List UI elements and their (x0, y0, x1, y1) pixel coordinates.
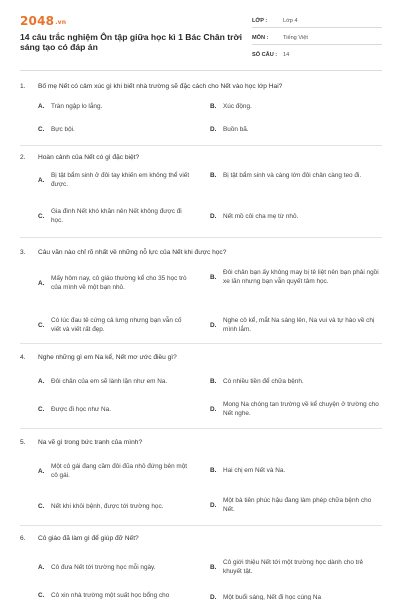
option-b[interactable] (210, 268, 382, 286)
question-stem (20, 153, 382, 162)
site-logo[interactable] (20, 14, 66, 28)
option-text: Mấy hôm nay, cô giáo thường kể cho 35 học trò của mình về một bạn nhỏ. (51, 275, 187, 291)
option-c[interactable] (38, 502, 190, 511)
option-letter: B. (210, 273, 217, 281)
option-letter: A. (38, 378, 45, 385)
option-text: Bị tật bẩm sinh ở đôi tay khiến em không thể viết được. (51, 172, 190, 188)
question-stem (20, 534, 382, 543)
question-text: Bố mẹ Nết có cảm xúc gì khi biết nhà trường sẽ đặc cách cho Nết vào học lớp Hai? (38, 83, 283, 90)
question-number: 1. (20, 83, 26, 90)
option-text: Tràn ngập lo lắng. (51, 103, 103, 110)
meta-info (252, 14, 382, 65)
option-text: Nết khi khỏi bệnh, được tới trường học. (51, 503, 164, 510)
option-letter: B. (210, 378, 217, 385)
question-number: 4. (20, 354, 26, 361)
meta-value: Lớp 4 (283, 17, 298, 24)
option-text: Mong Na chóng tan trường về kể chuyện ở trường cho Nết nghe. (223, 401, 379, 417)
option-d[interactable] (210, 125, 382, 134)
option-letter: B. (210, 467, 217, 474)
question-stem (20, 248, 382, 257)
question-text: Câu văn nào chỉ rõ nhất về những nỗ lực của Nết khi được học? (38, 249, 227, 256)
meta-key: MÔN : (252, 34, 269, 41)
question-stem (20, 438, 382, 447)
option-b[interactable] (210, 102, 382, 111)
header-divider (20, 70, 382, 71)
option-text: Bị tật bẩm sinh và càng lớn đôi chân càng teo đi. (223, 172, 362, 179)
logo-tld: .vn (55, 19, 67, 26)
option-letter: A. (38, 564, 45, 571)
option-letter: D. (210, 501, 217, 509)
question-text: Nghe những gì em Na kể, Nết mơ ước điều gì? (38, 354, 177, 361)
option-letter: C. (38, 592, 45, 599)
option-d[interactable] (210, 212, 382, 221)
logo-main: 2048 (20, 14, 55, 28)
question-divider (20, 525, 382, 526)
option-text: Cô đưa Nết tới trường học mỗi ngày. (51, 564, 156, 571)
option-letter: C. (38, 212, 45, 220)
meta-key: LỚP : (252, 17, 268, 24)
option-d[interactable] (210, 593, 382, 600)
option-text: Một bà tiên phúc hậu đang làm phép chữa bệnh cho Nết. (223, 497, 372, 513)
option-letter: C. (38, 503, 45, 510)
option-d[interactable] (210, 496, 382, 514)
question-number: 2. (20, 154, 26, 161)
meta-value: Tiếng Việt (283, 34, 308, 41)
option-a[interactable] (38, 563, 190, 572)
option-b[interactable] (210, 171, 382, 180)
question-divider (20, 237, 382, 238)
option-a[interactable] (38, 274, 190, 292)
option-text: Được đi học như Na. (51, 406, 111, 413)
option-a[interactable] (38, 462, 190, 480)
question-stem (20, 353, 382, 362)
meta-row-subject (252, 31, 382, 45)
option-letter: A. (38, 176, 45, 184)
option-text: Nết mồ côi cha mẹ từ nhỏ. (223, 213, 299, 220)
option-text: Đôi chân của em sẽ lành lặn như em Na. (51, 378, 168, 385)
option-d[interactable] (210, 316, 382, 334)
option-letter: B. (210, 172, 217, 179)
meta-row-class (252, 14, 382, 28)
header (0, 0, 400, 66)
option-letter: C. (38, 126, 45, 133)
question-text: Hoàn cảnh của Nết có gì đặc biệt? (38, 154, 140, 161)
option-text: Một cô gái đang cầm đôi đũa nhỏ đứng bên một cô gái. (51, 463, 188, 479)
option-letter: D. (210, 321, 217, 329)
meta-value: 14 (283, 52, 290, 58)
option-text: Một buổi sáng, Nết đi học cùng Na (223, 594, 322, 600)
question-divider (20, 428, 382, 429)
option-c[interactable] (38, 207, 190, 225)
option-text: Xúc động. (223, 103, 252, 110)
question-divider (20, 343, 382, 344)
option-c[interactable] (38, 316, 190, 334)
option-letter: D. (210, 126, 217, 133)
question-stem (20, 82, 382, 91)
option-text: Có lúc đau tê cứng cả lưng nhưng bạn vẫn cố viết và viết rất đẹp. (51, 317, 182, 333)
option-letter: B. (210, 563, 217, 571)
option-text: Hai chị em Nết và Na. (223, 467, 286, 474)
option-a[interactable] (38, 171, 190, 189)
question-text: Na vẽ gì trong bức tranh của mình? (38, 439, 143, 446)
option-letter: C. (38, 406, 45, 413)
option-letter: A. (38, 279, 45, 287)
option-c[interactable] (38, 591, 190, 600)
document-title: 14 câu trắc nghiệm Ôn tập giữa học kì 1 Bác Chân trời sáng tạo có đáp án (20, 32, 242, 52)
question-text: Cô giáo đã làm gì để giúp đỡ Nết? (38, 535, 139, 542)
option-letter: D. (210, 594, 217, 600)
option-text: Buồn bã. (223, 126, 249, 133)
option-c[interactable] (38, 405, 190, 414)
option-letter: A. (38, 467, 45, 475)
meta-key: SỐ CÂU : (252, 52, 278, 58)
option-text: Có nhiều tiền để chữa bệnh. (223, 378, 304, 385)
question-divider (20, 145, 382, 146)
option-letter: D. (210, 213, 217, 220)
question-number: 5. (20, 439, 26, 446)
question-number: 3. (20, 249, 26, 256)
option-b[interactable] (210, 558, 382, 576)
option-letter: B. (210, 103, 217, 110)
option-b[interactable] (210, 466, 382, 475)
option-letter: A. (38, 103, 45, 110)
option-text: Bực bội. (51, 126, 75, 133)
option-a[interactable] (38, 102, 190, 111)
option-a[interactable] (38, 377, 190, 386)
option-b[interactable] (210, 377, 382, 386)
question-number: 6. (20, 535, 26, 542)
option-letter: D. (210, 405, 217, 413)
option-text: Đôi chân bạn ấy không may bị tê liệt nên bạn phải ngồi xe lăn nhưng bạn vẫn quyết tâm học. (223, 269, 379, 285)
option-text: Gia đình Nết khó khăn nên Nết không được đi học. (51, 208, 182, 224)
option-d[interactable] (210, 400, 382, 418)
option-text: Nghe cô kể, mắt Na sáng lên, Na vui và tự hào về chị mình lắm. (223, 317, 375, 333)
option-text: Cô giới thiệu Nết tới một trường học dành cho trẻ khuyết tật. (223, 559, 364, 575)
option-letter: C. (38, 321, 45, 329)
option-text: Cô xin nhà trường một suất học bổng cho (51, 592, 170, 599)
option-c[interactable] (38, 125, 190, 134)
meta-row-count (252, 48, 382, 62)
